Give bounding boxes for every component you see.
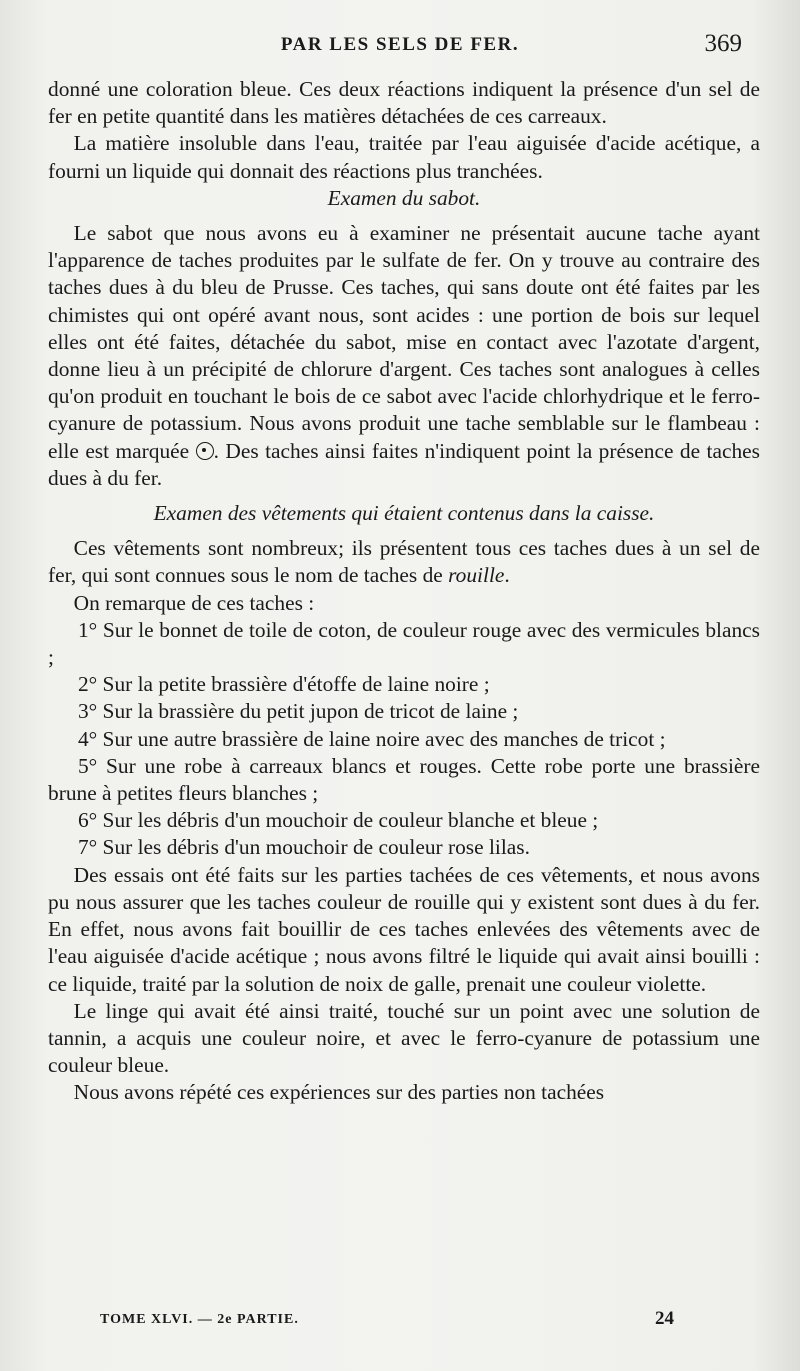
paragraph-sabot-text: Le sabot que nous avons eu à examiner ne présentait aucune tache ayant l'apparence de taches produites par le sulfate de fer. On y trouve au contraire des taches dues à du bleu de Prusse. Ces taches, qui sans doute ont été faites par les chimistes qui ont opéré avant nous, sont acides : une portion de bois sur lequel elles ont été faites, détachée du sabot, mise en contact avec l'azotate d'argent, donne lieu à un précipité de chlorure d'argent. Ces taches sont analogues à celles qu'on produit en touchant le bois de ce sabot avec l'acide chlorhydrique et le ferro-cyanure de potassium. Nous avons produit une tache semblable sur le flambeau : elle est marquée xyxy=(48,221,760,463)
paragraph-vetements-text: Ces vêtements sont nombreux; ils présentent tous ces taches dues à un sel de fer, qui sont connues sous le nom de taches de xyxy=(48,536,760,588)
list-item: 4° Sur une autre brassière de laine noire avec des manches de tricot ; xyxy=(77,726,666,751)
paragraph-sabot-end: . Des taches ainsi faites n'indiquent point la présence de taches dues à du fer. xyxy=(48,438,761,490)
page-header xyxy=(0,30,800,68)
running-title: PAR LES SELS DE FER. xyxy=(280,34,520,55)
page-body xyxy=(48,76,760,1107)
page-footer xyxy=(0,1308,800,1348)
list-item: 7° Sur les débris d'un mouchoir de couleur rose lilas. xyxy=(77,835,530,860)
list-item: 5° Sur une robe à carreaux blancs et rouges. Cette robe porte une brassière brune à petites fleurs blanches ; xyxy=(48,753,760,806)
paragraph-repete: Nous avons répété ces expériences sur des parties non tachées xyxy=(73,1080,605,1105)
paragraph-vetements: Ces vêtements sont nombreux; ils présentent tous ces taches dues à un sel de fer, qui sont connues sous le nom de taches de rouille. xyxy=(48,536,760,588)
section-heading-vetements: Examen des vêtements qui étaient contenus dans la caisse. xyxy=(153,501,655,526)
list-item: 2° Sur la petite brassière d'étoffe de laine noire ; xyxy=(77,672,490,697)
paragraph-continuation: donné une coloration bleue. Ces deux réactions indiquent la présence d'un sel de fer en petite quantité dans les matières détachées de ces carreaux. xyxy=(48,77,760,129)
section-heading-sabot: Examen du sabot. xyxy=(327,185,481,210)
list-item: 3° Sur la brassière du petit jupon de tricot de laine ; xyxy=(77,699,519,724)
list-item: 6° Sur les débris d'un mouchoir de couleur blanche et bleue ; xyxy=(77,808,599,833)
circled-dot-icon xyxy=(196,442,214,460)
page-number: 369 xyxy=(704,30,742,57)
paragraph-sabot xyxy=(48,220,760,492)
paragraph-insoluble-matter: La matière insoluble dans l'eau, traitée par l'eau aiguisée d'acide acétique, a fourni un liquide qui donnait des réactions plus tranchées. xyxy=(48,131,760,183)
paragraph-essais: Des essais ont été faits sur les parties tachées de ces vêtements, et nous avons pu nous assurer que les taches couleur de rouille qui y existent sont dues à du fer. En effet, nous avons fait bouillir de ces taches enlevées des vêtements avec de l'eau aiguisée d'acide acétique ; nous avons filtré le liquide qui avait ainsi bouilli : ce liquide, traité par la solution de noix de galle, prenait une couleur violette. xyxy=(48,862,760,996)
italic-term-rouille: rouille xyxy=(448,563,505,588)
gathering-signature: 24 xyxy=(655,1308,674,1329)
list-item: 1° Sur le bonnet de toile de coton, de couleur rouge avec des vermicules blancs ; xyxy=(48,617,760,670)
paragraph-linge: Le linge qui avait été ainsi traité, touché sur un point avec une solution de tannin, a acquis une couleur noire, et avec le ferro-cyanure de potassium une couleur bleue. xyxy=(48,998,760,1078)
volume-signature: TOME XLVI. — 2e PARTIE. xyxy=(100,1312,299,1327)
paragraph-remarque: On remarque de ces taches : xyxy=(73,590,315,615)
